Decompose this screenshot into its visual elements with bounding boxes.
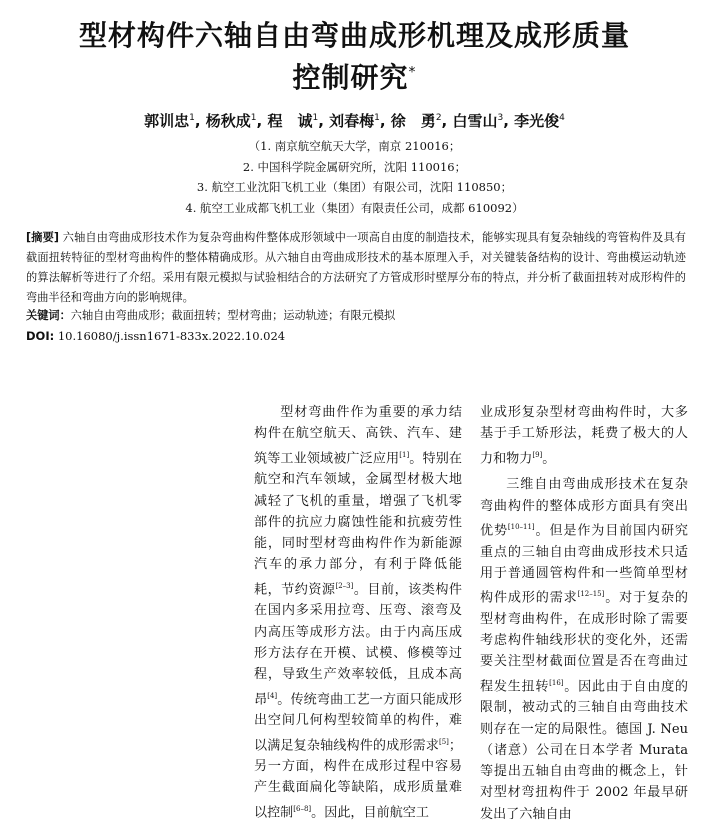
affiliation-line: 2. 中国科学院金属研究所，沈阳 110016；	[242, 159, 467, 174]
citation: [16]	[549, 678, 564, 687]
author-name: 刘春梅	[329, 112, 375, 130]
author-name: 徐 勇	[390, 112, 436, 130]
affiliation-line: 4. 航空工业成都飞机工业（集团）有限责任公司，成都 610092）	[185, 200, 524, 215]
body-text: 。但是作为目前国内研究重点的三轴自由弯曲成形技术只适用于普通圆管构件和一些简单型材构件成形的需求	[480, 523, 689, 606]
affiliation-line: （1. 南京航空航天大学，南京 210016；	[248, 139, 461, 153]
body-text: 业成形复杂型材弯曲构件时，大多基于手工矫形法，耗费了极大的人力和物力	[480, 405, 688, 466]
citation: [5]	[438, 737, 449, 746]
author-affiliation-mark: 1	[312, 113, 319, 123]
citation: [4]	[267, 691, 278, 700]
body-text: 三维自由弯曲成形技术在复杂弯曲构件的整体成形方面具有突出优势	[480, 477, 688, 539]
citation: [9]	[532, 450, 543, 459]
author-name: 白雪山	[452, 112, 498, 130]
body-column-left	[254, 402, 462, 823]
body-text: 。特别在航空和汽车领域，金属型材极大地减轻了飞机的重量，增强了飞机零部件的抗应力腐蚀性能和抗疲劳性能，同时型材弯曲构件作为新能源汽车的承力部分，有利于降低能耗，节约资源	[254, 450, 463, 598]
citation: [10–11]	[507, 522, 535, 531]
abstract-label: [摘要]	[26, 231, 60, 244]
body-paragraph	[480, 474, 688, 825]
author-name: 程 诚	[267, 112, 313, 130]
abstract-text: 六轴自由弯曲成形技术作为复杂弯曲构件整体成形领域中一项高自由度的制造技术，能够实现具有复杂轴线的弯管构件及具有截面扭转特征的型材弯曲构件的整体精确成形。从六轴自由弯曲成形技术的基本原理入手，对关键装备结构的设计、弯曲模运动轨迹的算法解析等进行了介绍。采用有限元模拟与试验相结合的方法研究了方管成形时壁厚分布的特点，并分析了截面扭转对成形构件的弯曲半径和弯曲方向的影响规律。	[26, 231, 686, 304]
body-text: 。目前，该类构件在国内多采用拉弯、压弯、滚弯及内高压等成形方法。由于内高压成形方法存在开模、试模、修模等过程，导致生产效率较低，且成本高昂	[254, 582, 463, 707]
citation: [6–8]	[293, 804, 312, 813]
keywords-label: 关键词：	[26, 309, 71, 322]
author-affiliation-mark: 1	[250, 113, 257, 123]
body-column-right	[480, 402, 688, 825]
title-footnote-mark: *	[408, 64, 417, 81]
body-text: 。传统弯曲工艺一方面只能成形出空间几何构型较简单的构件，难以满足复杂轴线构件的成形需求	[254, 691, 463, 753]
doi-value: 10.16080/j.issn1671-833x.2022.10.024	[57, 329, 286, 343]
keywords-text: 六轴自由弯曲成形；截面扭转；型材弯曲；运动轨迹；有限元模拟	[70, 309, 396, 322]
body-paragraph	[254, 402, 462, 823]
paper-title-line-1: 型材构件六轴自由弯曲成形机理及成形质量	[78, 19, 630, 52]
author-name: 杨秋成	[205, 112, 251, 130]
author-affiliation-mark: 1	[374, 113, 380, 123]
body-paragraph	[480, 402, 688, 469]
body-text: 。对于复杂的型材弯曲构件，在成形时除了需要考虑构件轴线形状的变化外，还需要关注型材截面位置是否在弯曲过程发生扭转	[480, 590, 689, 694]
keywords	[26, 307, 686, 325]
author-affiliation-mark: 3	[497, 113, 504, 123]
author-list: 郭训忠$^1$, 杨秋成$^1$, 程 诚$^1$, 刘春梅$^1$, 徐 勇$^2$, 白雪山$^3$, 李光俊$^4$	[144, 112, 565, 130]
doi	[26, 327, 686, 345]
author-affiliation-mark: 2	[435, 113, 442, 123]
title-line-2-text: 控制研究	[292, 61, 409, 94]
affiliation-line: 3. 航空工业沈阳飞机工业（集团）有限公司，沈阳 110850；	[196, 180, 513, 194]
citation: [12–15]	[577, 590, 605, 599]
body-text: ；另一方面，构件在成形过程中容易产生截面扁化等缺陷，成形质量难以控制	[254, 737, 462, 821]
body-text: 。因此，目前航空工	[311, 805, 429, 821]
doi-label: DOI:	[26, 329, 55, 343]
author-name: 郭训忠	[144, 112, 190, 130]
body-text: 。因此由于自由度的限制，被动式的三轴自由弯曲技术则存在一定的局限性。德国 J. Neu（诸意）公司在日本学者 Murata 等提出五轴自由弯曲的概念上，针对型材弯扭构件于 2002 年最早研发出了六轴自由	[480, 679, 689, 822]
body-text: 。	[542, 450, 556, 466]
citation: [1]	[399, 450, 410, 459]
affiliation-list	[0, 136, 709, 218]
citation: [2–3]	[335, 581, 354, 590]
body-text: 型材弯曲件作为重要的承力结构件在航空航天、高铁、汽车、建筑等工业领域被广泛应用	[254, 405, 462, 466]
author-affiliation-mark: 4	[559, 113, 565, 123]
paper-title-line-2	[0, 56, 709, 96]
author-affiliation-mark: 1	[189, 113, 195, 123]
abstract	[26, 228, 686, 308]
author-name: 李光俊	[514, 112, 560, 130]
